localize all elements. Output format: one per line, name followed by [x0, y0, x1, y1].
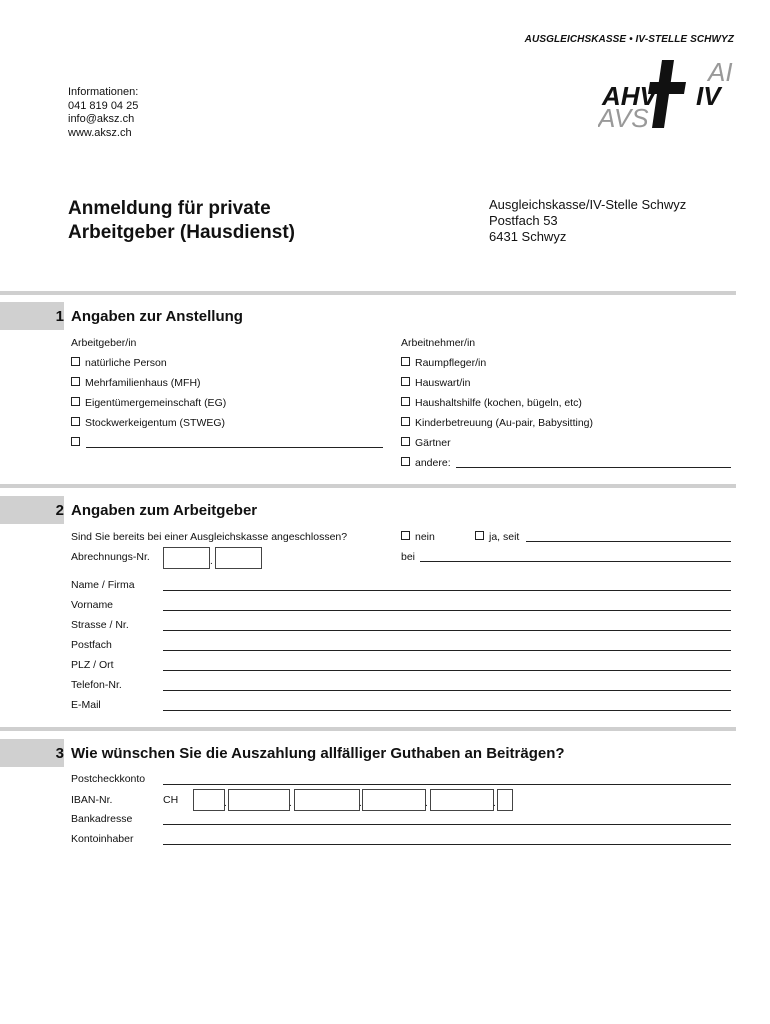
account-number-label: Abrechnungs-Nr. [71, 551, 150, 563]
employer-option-eg[interactable] [71, 397, 226, 410]
email-field[interactable] [163, 710, 731, 711]
postcheck-field[interactable] [163, 784, 731, 785]
logo-avs-text: AVS [598, 103, 649, 130]
employer-option-mfh[interactable] [71, 377, 201, 390]
checkbox[interactable] [401, 357, 410, 366]
checkbox[interactable] [401, 397, 410, 406]
ahv-iv-logo [598, 58, 738, 130]
employee-heading: Arbeitnehmer/in [401, 337, 476, 349]
address-line-2: Postfach 53 [489, 213, 558, 228]
section-number: 3 [55, 745, 64, 762]
iban-country-prefix: CH [163, 794, 179, 806]
option-label: andere: [415, 457, 451, 469]
affiliation-since-field[interactable] [526, 541, 731, 542]
section-title: Angaben zum Arbeitgeber [71, 502, 258, 519]
employee-option-childcare[interactable] [401, 417, 593, 430]
iban-separator: . [425, 798, 428, 809]
logo-ai-text: AI [708, 58, 733, 87]
affiliation-no-option[interactable] [401, 531, 435, 544]
iban-separator: . [224, 798, 227, 809]
form-title-line-1: Anmeldung für private [68, 198, 271, 219]
pobox-label: Postfach [71, 639, 112, 651]
checkbox[interactable] [401, 457, 410, 466]
affiliation-question: Sind Sie bereits bei einer Ausgleichskasse angeschlossen? [71, 531, 348, 543]
section-divider [0, 291, 736, 295]
checkbox[interactable] [71, 357, 80, 366]
iban-separator: . [493, 798, 496, 809]
checkbox[interactable] [401, 377, 410, 386]
contact-website: www.aksz.ch [68, 126, 132, 139]
zip-city-field[interactable] [163, 670, 731, 671]
employer-option-natural-person[interactable] [71, 357, 167, 370]
iban-field-6[interactable] [497, 789, 513, 811]
phone-field[interactable] [163, 690, 731, 691]
at-label: bei [401, 551, 416, 563]
account-number-field-2[interactable] [215, 547, 262, 569]
option-label: ja, seit [489, 531, 520, 543]
section-title: Angaben zur Anstellung [71, 308, 243, 325]
email-label: E-Mail [71, 699, 101, 711]
recipient-address [489, 197, 686, 245]
option-label: Raumpfleger/in [415, 357, 487, 369]
section-title: Wie wünschen Sie die Auszahlung allfälliger Guthaben an Beiträgen? [71, 745, 565, 762]
bank-address-field[interactable] [163, 824, 731, 825]
form-title-line-2: Arbeitgeber (Hausdienst) [68, 222, 295, 243]
address-line-1: Ausgleichskasse/IV-Stelle Schwyz [489, 197, 687, 212]
option-label: Hauswart/in [415, 377, 471, 389]
street-field[interactable] [163, 630, 731, 631]
checkbox[interactable] [71, 377, 80, 386]
iban-field-3[interactable] [294, 789, 360, 811]
firstname-field[interactable] [163, 610, 731, 611]
employee-option-household-help[interactable] [401, 397, 582, 410]
checkbox[interactable] [401, 417, 410, 426]
section-divider [0, 484, 736, 488]
iban-separator: . [359, 798, 362, 809]
employee-option-other[interactable] [401, 457, 451, 470]
section-divider [0, 727, 736, 731]
section-number: 2 [55, 502, 64, 519]
contact-info-label: Informationen: [68, 86, 139, 98]
form-title [68, 197, 295, 245]
zip-city-label: PLZ / Ort [71, 659, 114, 671]
iban-field-1[interactable] [193, 789, 225, 811]
employee-option-caretaker[interactable] [401, 377, 470, 390]
phone-label: Telefon-Nr. [71, 679, 122, 691]
option-label: Kinderbetreuung (Au-pair, Babysitting) [415, 417, 594, 429]
option-label: Eigentümergemeinschaft (EG) [85, 397, 227, 409]
employee-option-cleaner[interactable] [401, 357, 486, 370]
iban-separator: . [289, 798, 292, 809]
employee-option-gardener[interactable] [401, 437, 451, 450]
iban-field-5[interactable] [430, 789, 494, 811]
option-label: Haushaltshilfe (kochen, bügeln, etc) [415, 397, 582, 409]
street-label: Strasse / Nr. [71, 619, 129, 631]
firstname-label: Vorname [71, 599, 114, 611]
contact-info [68, 86, 138, 140]
checkbox[interactable] [71, 397, 80, 406]
employer-option-other[interactable] [71, 437, 85, 450]
employer-option-stweg[interactable] [71, 417, 225, 430]
checkbox[interactable] [475, 531, 484, 540]
checkbox[interactable] [401, 531, 410, 540]
current-fund-field[interactable] [420, 561, 731, 562]
checkbox[interactable] [71, 437, 80, 446]
bank-address-label: Bankadresse [71, 813, 133, 825]
address-line-3: 6431 Schwyz [489, 229, 567, 244]
option-label: Mehrfamilienhaus (MFH) [85, 377, 201, 389]
logo-ahv-text: AHV [602, 81, 657, 111]
account-separator: . [210, 556, 213, 567]
iban-field-2[interactable] [228, 789, 290, 811]
account-number-field-1[interactable] [163, 547, 210, 569]
account-holder-label: Kontoinhaber [71, 833, 134, 845]
iban-field-4[interactable] [362, 789, 426, 811]
account-holder-field[interactable] [163, 844, 731, 845]
iban-label: IBAN-Nr. [71, 794, 113, 806]
checkbox[interactable] [401, 437, 410, 446]
contact-email: info@aksz.ch [68, 113, 135, 125]
option-label: Stockwerkeigentum (STWEG) [85, 417, 226, 429]
name-label: Name / Firma [71, 579, 135, 591]
employee-other-field[interactable] [456, 467, 731, 468]
logo-iv-text: IV [696, 81, 721, 111]
name-field[interactable] [163, 590, 731, 591]
option-label: nein [415, 531, 435, 543]
ahv-iv-logo-graphic [598, 58, 738, 130]
section-number: 1 [55, 308, 64, 325]
affiliation-yes-option[interactable] [475, 531, 519, 544]
contact-phone: 041 819 04 25 [68, 99, 139, 112]
pobox-field[interactable] [163, 650, 731, 651]
postcheck-label: Postcheckkonto [71, 773, 146, 785]
employer-other-field[interactable] [86, 447, 383, 448]
option-label: Gärtner [415, 437, 451, 449]
organization-name: AUSGLEICHSKASSE • IV-STELLE SCHWYZ [524, 34, 734, 45]
employer-heading: Arbeitgeber/in [71, 337, 137, 349]
checkbox[interactable] [71, 417, 80, 426]
option-label: natürliche Person [85, 357, 167, 369]
